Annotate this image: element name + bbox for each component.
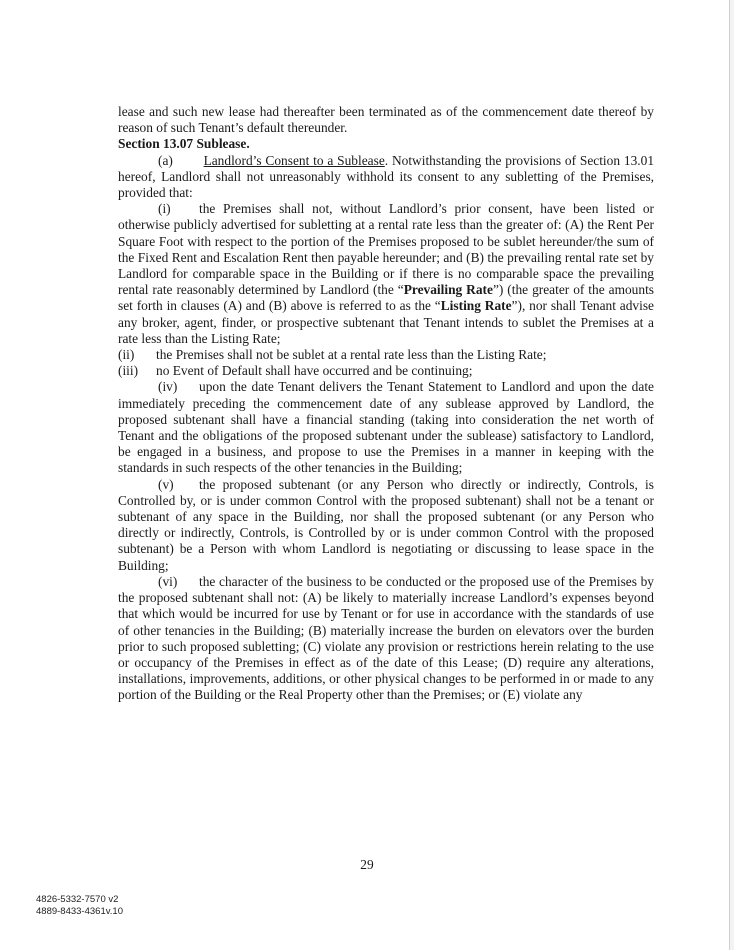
page-number: 29: [360, 857, 374, 872]
clause-ii-text: the Premises shall not be sublet at a rental rate less than the Listing Rate;: [156, 347, 547, 363]
clause-iii-text: no Event of Default shall have occurred and be continuing;: [156, 363, 473, 379]
clause-i-text-3: ”), nor shall Tenant advise any broker, agent, finder, or prospective subtenant that Tenant intends to sublet the Premises at a rate less than the Listing Rate;: [118, 298, 654, 346]
defined-term-listing-rate: Listing Rate: [440, 298, 512, 314]
clause-v-label: (v): [158, 476, 174, 492]
clause-iii: [118, 363, 654, 379]
clause-i-label: (i): [158, 201, 171, 217]
clause-ii: [118, 347, 654, 363]
document-id-2: 4889-8433-4361v.10: [36, 905, 123, 917]
document-id-1: 4826-5332-7570 v2: [36, 894, 119, 905]
carry-over-paragraph: lease and such new lease had thereafter been terminated as of the commencement date thereof by reason of such Tenant’s default thereunder.: [118, 104, 654, 136]
clause-iii-label: (iii): [118, 363, 139, 379]
clause-vi-label: (vi): [158, 573, 178, 589]
clause-vi: [118, 574, 654, 704]
page-edge: [729, 0, 734, 950]
document-body: [118, 104, 654, 704]
clause-iv: [118, 379, 654, 476]
document-identifiers: [36, 894, 123, 917]
paragraph-a-title: Landlord’s Consent to a Sublease: [203, 152, 385, 168]
clause-iv-label: (iv): [158, 379, 178, 395]
section-heading: Section 13.07 Sublease.: [118, 136, 250, 152]
clause-ii-label: (ii): [118, 347, 135, 363]
clause-i-text-2: ”) (the greater of the amounts set forth in clauses (A) and (B) above is referred to as the “: [118, 282, 655, 314]
clause-iv-text: upon the date Tenant delivers the Tenant Statement to Landlord and upon the date immediately preceding the commencement date of any sublease approved by Landlord, the proposed subtenant shall have a financial standing (taking into consideration the net worth of Tenant and the obligations of the proposed subtenant under the sublease) satisfactory to Landlord, be engaged in a business, and propose to use the Premises in a manner in keeping with the standards in such respects of the other tenancies in the Building;: [118, 379, 654, 476]
clause-v-text: the proposed subtenant (or any Person who directly or indirectly, Controls, is Controlled by, or is under common Control with the proposed subtenant) shall not be a tenant or subtenant of any space in the Building, nor shall the proposed subtenant (or any Person who directly or indirectly, Controls, is Controlled by or is under common Control with the proposed subtenant) be a Person with whom Landlord is negotiating or discussing to lease space in the Building;: [118, 476, 654, 573]
clause-vi-text: the character of the business to be conducted or the proposed use of the Premises by the proposed subtenant shall not: (A) be likely to materially increase Landlord’s expenses beyond that which would be incurred for use by Tenant or for use in accordance with the standards of use of other tenancies in the Building; (B) materially increase the burden on elevators over the burden prior to such proposed subletting; (C) violate any provision or restrictions herein relating to the use or occupancy of the Premises in effect as of the date of this Lease; (D) require any alterations, installations, improvements, additions, or other physical changes to be performed in or made to any portion of the Building or the Real Property other than the Premises; or (E) violate any: [118, 573, 654, 703]
clause-i: [118, 201, 654, 347]
paragraph-a: [118, 153, 654, 202]
clause-v: [118, 477, 654, 574]
paragraph-a-text: . Notwithstanding the provisions of Section 13.01 hereof, Landlord shall not unreasonably withhold its consent to any subletting of the Premises, provided that:: [118, 152, 655, 201]
clause-i-text-1: the Premises shall not, without Landlord’s prior consent, have been listed or otherwise publicly advertised for subletting at a rental rate less than the greater of: (A) the Rent Per Square Foot with respect to the portion of the Premises proposed to be sublet hereunder/the sum of the Fixed Rent and Escalation Rent then payable hereunder; and (B) the prevailing rental rate set by Landlord for comparable space in the Building or if there is no comparable space the prevailing rental rate reasonably determined by Landlord (the “: [118, 201, 654, 298]
defined-term-prevailing-rate: Prevailing Rate: [403, 282, 493, 298]
paragraph-a-label: (a): [158, 152, 173, 168]
